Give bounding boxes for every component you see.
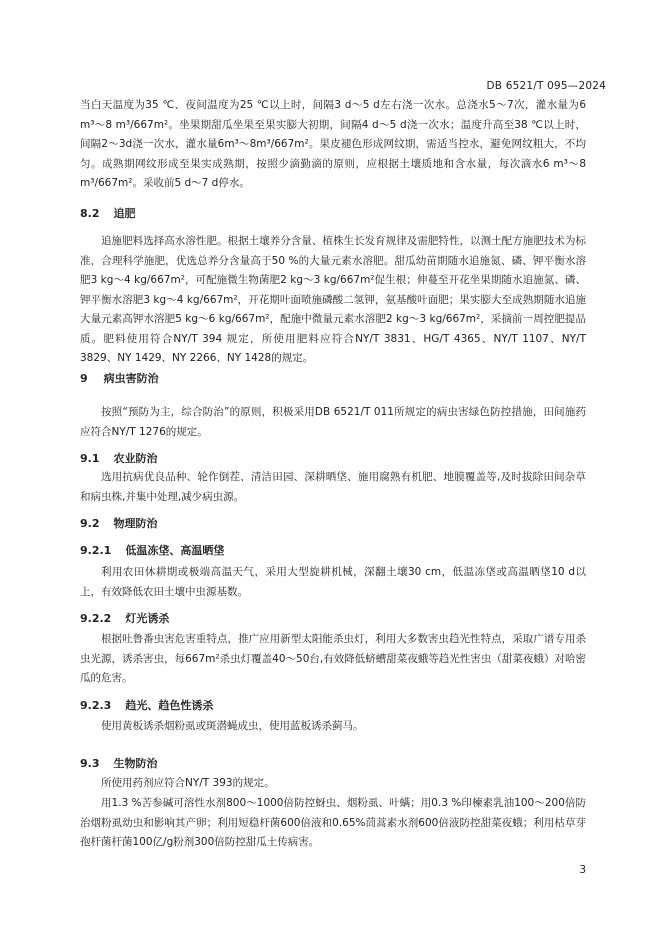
heading-title: 灯光诱杀 (125, 612, 170, 625)
heading-number: 9.2 (80, 517, 100, 530)
heading-title: 生物防治 (113, 757, 158, 770)
paragraph-9-1-agricultural: 选用抗病优良品种、轮作倒茬、清洁田园、深耕晒垡、施用腐熟有机肥、地膜覆盖等,及时拔除田间杂草和病虫株,并集中处理,减少病虫源。 (80, 471, 586, 503)
paragraph-9-3-a: 所使用药剂应符合NY/T 393的规定。 (101, 777, 275, 789)
heading-9-2-2 (80, 610, 169, 626)
document-code: DB 6521/T 095—2024 (486, 80, 606, 92)
heading-number: 9 (80, 372, 88, 385)
heading-title: 农业防治 (113, 452, 158, 465)
heading-number: 8.2 (80, 207, 100, 220)
paragraph-irrigation: 当白天温度为35 ℃、夜间温度为25 ℃以上时，间隔3 d～5 d左右浇一次水。总浇水5～7次，灌水量为6 m³～8 m³/667m²。坐果期甜瓜坐果至果实膨大初期，间隔4 d～5 d浇一次水；温度升高至38 ℃以上时，间隔2～3d浇一次水，灌水量6m³～8m³/667m²。果皮褪色形成网纹期，需适当控水，避免网纹粗大，不均匀。成熟期网纹形成至果实成熟期，按照少滴勤滴的原则，应根据土壤质地和含水量，每次滴水6 m³～8 m³/667m²。采收前5 d～7 d停水。 (80, 99, 586, 189)
heading-8-2 (80, 205, 136, 221)
heading-9-3 (80, 755, 158, 771)
heading-title: 趋光、趋色性诱杀 (125, 699, 214, 712)
heading-title: 物理防治 (113, 517, 158, 530)
heading-number: 9.2.1 (80, 544, 112, 557)
heading-number: 9.2.2 (80, 612, 112, 625)
heading-9 (80, 370, 159, 386)
paragraph-9-pest-control: 按照“预防为主，综合防治”的原则，积极采用DB 6521/T 011所规定的病虫害绿色防控措施，田间施药应符合NY/T 1276的规定。 (80, 406, 586, 438)
heading-title: 病虫害防治 (103, 372, 159, 385)
heading-9-2-1 (80, 542, 224, 558)
paragraph-9-2-3: 使用黄板诱杀烟粉虱或斑潜蝇成虫，使用蓝板诱杀蓟马。 (101, 720, 364, 732)
paragraph-8-2-topdressing: 追施肥料选择高水溶性肥。根据土壤养分含量、植株生长发育规律及需肥特性，以测土配方施肥技术为标准，合理科学施肥，优选总养分含量高于50 %的大量元素水溶肥。甜瓜幼苗期随水追施氮、磷、钾平衡水溶肥3 kg～4 kg/667m²，可配施微生物菌肥2 kg～3 kg/667m²促生根；伸蔓至开花坐果期随水追施氮、磷、钾平衡水溶肥3 kg～4 kg/667m²，开花期叶面喷施磷酸二氢钾，氨基酸叶面肥；果实膨大至成熟期随水追施大量元素高钾水溶肥5 kg～6 kg/667m²，配施中微量元素水溶肥2 kg～3 kg/667m²，采摘前一周控肥提品质。肥料使用符合NY/T 394 规定，所使用肥料应符合NY/T 3831、HG/T 4365、NY/T 1107、NY/T 3829、NY 1429、NY 2266、NY 1428的规定。 (80, 235, 586, 364)
heading-9-2 (80, 515, 158, 531)
paragraph-9-3-b: 用1.3 %苦参碱可溶性水剂800～1000倍防控蚜虫、烟粉虱、叶螨；用0.3 %印楝素乳油100～200倍防治烟粉虱幼虫和影响其产卵；利用短稳杆菌600倍液和0.65%茼蒿素水剂600倍液防控甜菜夜蛾；利用枯草芽孢杆菌杆菌100亿/g粉剂300倍防控甜瓜土传病害。 (80, 797, 586, 848)
heading-number: 9.2.3 (80, 699, 112, 712)
page-number: 3 (579, 864, 586, 876)
heading-title: 追肥 (113, 207, 136, 220)
heading-9-1 (80, 450, 158, 466)
paragraph-9-2-2: 根据吐鲁番虫害危害重特点，推广应用新型太阳能杀虫灯，利用大多数害虫趋光性特点，采取广谱专用杀虫光源，诱杀害虫，每667m²杀虫灯覆盖40～50台,有效降低蛴螬甜菜夜蛾等趋光性害虫（甜菜夜蛾）对哈密瓜的危害。 (80, 633, 586, 684)
heading-title: 低温冻垡、高温晒垡 (125, 544, 225, 557)
paragraph-9-2-1: 利用农田休耕期或极端高温天气，采用大型旋耕机械，深翻土壤30 cm，低温冻垡或高温晒垡10 d以上，有效降低农田土壤中虫源基数。 (80, 566, 586, 598)
heading-number: 9.1 (80, 452, 100, 465)
heading-number: 9.3 (80, 757, 100, 770)
heading-9-2-3 (80, 697, 213, 713)
